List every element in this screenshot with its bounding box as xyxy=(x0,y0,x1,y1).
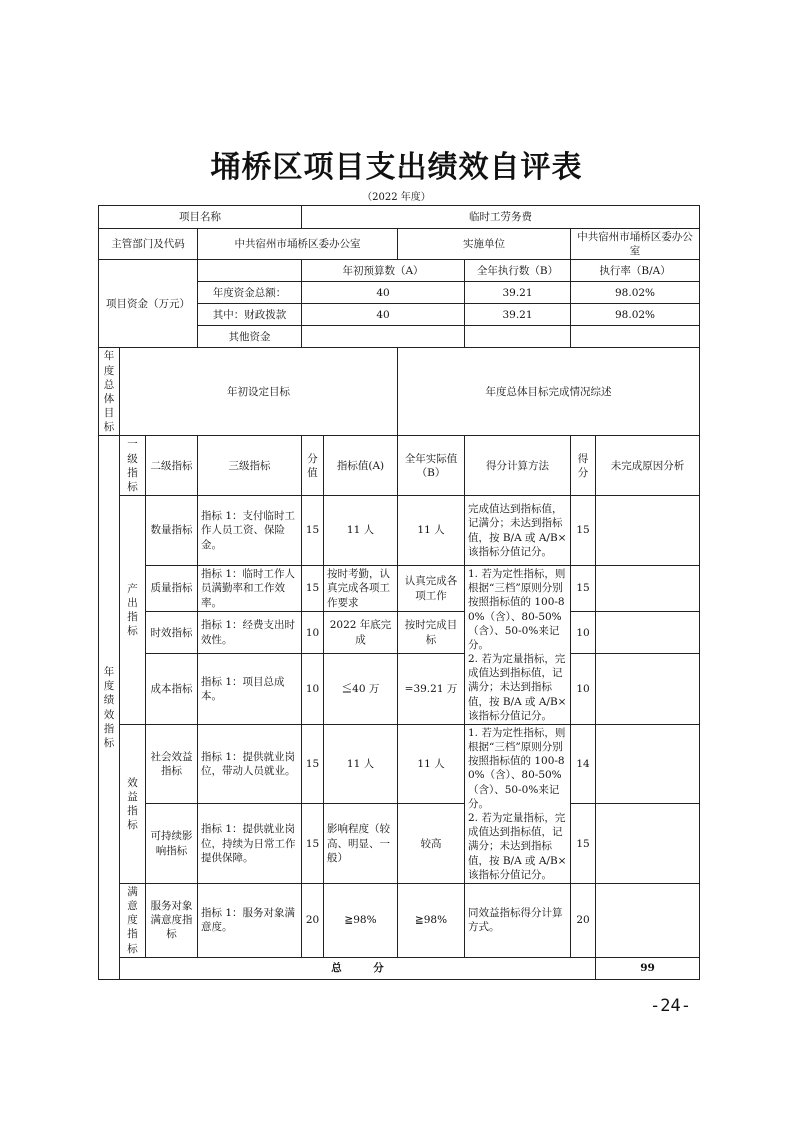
target-cell: 按时考勤，认真完成各项工作要求 xyxy=(324,566,398,612)
method-cell xyxy=(465,724,571,883)
weight-cell: 15 xyxy=(302,804,324,883)
group-satisfaction: 满意度指标 xyxy=(120,883,146,957)
reason-cell xyxy=(596,496,700,566)
method-cell: 完成值达到指标值，记满分；未达到指标值，按 B/A 或 A/B×该指标分值记分。 xyxy=(465,496,571,566)
header-target: 指标值(A) xyxy=(324,436,398,496)
impl-label: 实施单位 xyxy=(398,229,571,260)
score-cell: 15 xyxy=(571,566,596,612)
funds-header-blank xyxy=(198,260,302,282)
target-cell: ≦40 万 xyxy=(324,654,398,725)
method-cell: 同效益指标得分计算方式。 xyxy=(465,883,571,957)
evaluation-table xyxy=(98,205,700,980)
target-cell: 2022 年底完成 xyxy=(324,611,398,653)
level2-cell: 社会效益指标 xyxy=(146,724,198,803)
funds-row-rate xyxy=(571,326,700,348)
level3-cell: 指标 1：提供就业岗位，持续为日常工作提供保障。 xyxy=(198,804,302,883)
level3-cell: 指标 1：项目总成本。 xyxy=(198,654,302,725)
header-reason: 未完成原因分析 xyxy=(596,436,700,496)
target-cell: 11 人 xyxy=(324,496,398,566)
funds-row-label: 其中：财政拨款 xyxy=(198,304,302,326)
header-level1: 一级指标 xyxy=(120,436,146,496)
page-subtitle: （2022 年度） xyxy=(362,192,431,203)
annual-goal-label: 年度总体目标 xyxy=(99,348,120,436)
actual-cell: 11 人 xyxy=(398,496,465,566)
page-number: -24- xyxy=(650,996,691,1016)
reason-cell xyxy=(596,566,700,612)
weight-cell: 15 xyxy=(302,496,324,566)
funds-row-b: 39.21 xyxy=(465,304,571,326)
method-qualitative: 1. 若为定性指标，则根据“三档”原则分别按照指标值的 100-80%（含）、80-50%（含）、50-0%来记分。 xyxy=(468,726,566,810)
total-score: 99 xyxy=(596,957,700,979)
indicators-label: 年度绩效指标 xyxy=(99,436,120,979)
target-cell: 影响程度（较高、明显、一般） xyxy=(324,804,398,883)
reason-cell xyxy=(596,883,700,957)
actual-cell: 按时完成目标 xyxy=(398,611,465,653)
header-method: 得分计算方法 xyxy=(465,436,571,496)
method-qualitative: 1. 若为定性指标，则根据“三档”原则分别按照指标值的 100-80%（含）、80-50%（含）、50-0%来记分。 xyxy=(468,568,566,651)
score-cell: 10 xyxy=(571,611,596,653)
actual-cell: 认真完成各项工作 xyxy=(398,566,465,612)
funds-row-rate: 98.02% xyxy=(571,304,700,326)
method-quantitative: 2. 若为定量指标，完成值达到指标值，记满分；未达到指标值，按 B/A 或 A/B×该指标分值记分。 xyxy=(468,653,567,722)
funds-row-label: 年度资金总额： xyxy=(198,282,302,304)
actual-cell: 11 人 xyxy=(398,724,465,803)
actual-cell: ≧98% xyxy=(398,883,465,957)
reason-cell xyxy=(596,611,700,653)
header-actual: 全年实际值（B） xyxy=(398,436,465,496)
weight-cell: 20 xyxy=(302,883,324,957)
funds-row-b xyxy=(465,326,571,348)
level2-cell: 质量指标 xyxy=(146,566,198,612)
weight-cell: 15 xyxy=(302,724,324,803)
level2-cell: 数量指标 xyxy=(146,496,198,566)
funds-row-a: 40 xyxy=(302,304,465,326)
score-cell: 20 xyxy=(571,883,596,957)
group-output: 产出指标 xyxy=(120,496,146,725)
level3-cell: 指标 1：经费支出时效性。 xyxy=(198,611,302,653)
weight-cell: 15 xyxy=(302,566,324,612)
project-name-label: 项目名称 xyxy=(99,206,302,229)
actual-cell: =39.21 万 xyxy=(398,654,465,725)
level2-cell: 可持续影响指标 xyxy=(146,804,198,883)
reason-cell xyxy=(596,804,700,883)
method-quantitative: 2. 若为定量指标，完成值达到指标值，记满分；未达到指标值，按 B/A 或 A/B×该指标分值记分。 xyxy=(468,811,567,881)
method-cell xyxy=(465,566,571,725)
target-cell: 11 人 xyxy=(324,724,398,803)
funds-row-b: 39.21 xyxy=(465,282,571,304)
level3-cell: 指标 1：服务对象满意度。 xyxy=(198,883,302,957)
level2-cell: 时效指标 xyxy=(146,611,198,653)
header-level3: 三级指标 xyxy=(198,436,302,496)
score-cell: 10 xyxy=(571,654,596,725)
dept-label: 主管部门及代码 xyxy=(99,229,198,260)
funds-header-b: 全年执行数（B） xyxy=(465,260,571,282)
funds-row-rate: 98.02% xyxy=(571,282,700,304)
impl-value: 中共宿州市埇桥区委办公室 xyxy=(571,229,700,260)
header-level2: 二级指标 xyxy=(146,436,198,496)
score-cell: 15 xyxy=(571,804,596,883)
page-title: 埇桥区项目支出绩效自评表 xyxy=(210,150,583,185)
target-cell: ≧98% xyxy=(324,883,398,957)
funds-row-a: 40 xyxy=(302,282,465,304)
project-name: 临时工劳务费 xyxy=(302,206,700,229)
reason-cell xyxy=(596,654,700,725)
actual-cell: 较高 xyxy=(398,804,465,883)
funds-row-a xyxy=(302,326,465,348)
level3-cell: 指标 1：临时工作人员满勤率和工作效率。 xyxy=(198,566,302,612)
weight-cell: 10 xyxy=(302,611,324,653)
level2-cell: 服务对象满意度指标 xyxy=(146,883,198,957)
goal-done-label: 年度总体目标完成情况综述 xyxy=(398,348,700,436)
funds-row-label: 其他资金 xyxy=(198,326,302,348)
level3-cell: 指标 1：提供就业岗位，带动人员就业。 xyxy=(198,724,302,803)
funds-label: 项目资金（万元） xyxy=(99,260,198,348)
funds-header-rate: 执行率（B/A） xyxy=(571,260,700,282)
weight-cell: 10 xyxy=(302,654,324,725)
header-score: 得分 xyxy=(571,436,596,496)
score-cell: 14 xyxy=(571,724,596,803)
score-cell: 15 xyxy=(571,496,596,566)
header-weight: 分值 xyxy=(302,436,324,496)
dept-value: 中共宿州市埇桥区委办公室 xyxy=(198,229,398,260)
level2-cell: 成本指标 xyxy=(146,654,198,725)
level3-cell: 指标 1：支付临时工作人员工资、保险金。 xyxy=(198,496,302,566)
total-label: 总 分 xyxy=(120,957,596,979)
goal-set-label: 年初设定目标 xyxy=(120,348,398,436)
funds-header-a: 年初预算数（A） xyxy=(302,260,465,282)
reason-cell xyxy=(596,724,700,803)
group-effect: 效益指标 xyxy=(120,724,146,883)
